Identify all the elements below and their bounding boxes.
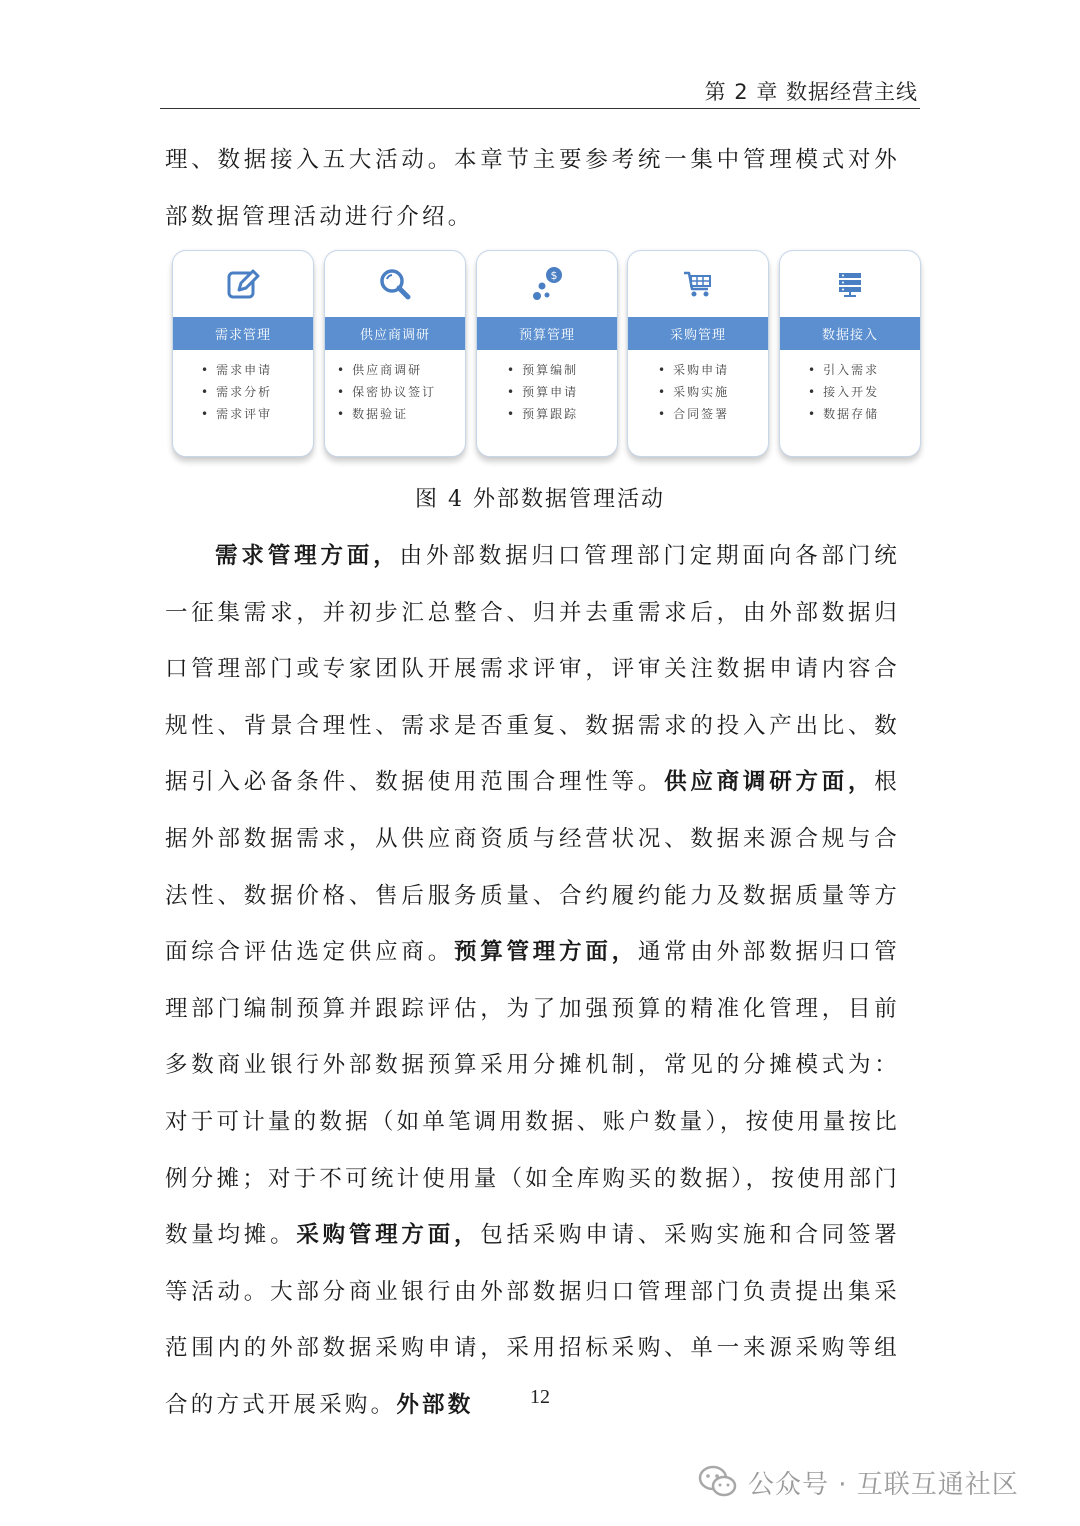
card-item-list [780, 359, 921, 425]
card-item-list [628, 359, 769, 425]
card-title: 采购管理 [628, 317, 768, 350]
section-lead-procurement: 采购管理方面， [296, 1222, 481, 1249]
activity-card-demand [172, 250, 314, 457]
card-item: • 引入需求 [808, 359, 921, 381]
card-title: 需求管理 [173, 317, 313, 350]
card-item: • 数据验证 [337, 403, 466, 425]
edit-icon [225, 266, 261, 302]
cart-icon [681, 267, 715, 301]
card-item: • 需求申请 [201, 359, 314, 381]
card-item: • 预算申请 [507, 381, 618, 403]
card-item: • 采购实施 [658, 381, 769, 403]
header-divider [160, 108, 920, 109]
section-lead-data-access: 外部数 [396, 1391, 474, 1418]
activity-card-supplier [324, 250, 466, 457]
card-title: 供应商调研 [325, 317, 465, 350]
section-text-procurement: 包括采购申请、采购实施和合同签署等活动。大部分商业银行由外部数据归口管理部门负责提出集采范围内的外部数据采购申请，采用招标采购、单一来源采购等组合的方式开展采购。 [165, 1222, 900, 1418]
wechat-watermark [698, 1462, 1019, 1502]
card-title: 数据接入 [780, 317, 920, 350]
section-text-demand: 由外部数据归口管理部门定期面向各部门统一征集需求，并初步汇总整合、归并去重需求后，由外部数据归口管理部门或专家团队开展需求评审，评审关注数据申请内容合规性、背景合理性、需求是否重复、数据需求的投入产出比、数据引入必备条件、数据使用范围合理性等。 [165, 543, 900, 796]
search-icon [377, 266, 413, 302]
figure-caption: 图 4 外部数据管理活动 [415, 487, 665, 512]
chapter-header: 第 2 章 数据经营主线 [704, 80, 918, 104]
card-item-list [477, 359, 618, 425]
card-item: • 采购申请 [658, 359, 769, 381]
activity-card-budget [476, 250, 618, 457]
section-lead-budget: 预算管理方面， [453, 939, 638, 966]
intro-paragraph: 理、数据接入五大活动。本章节主要参考统一集中管理模式对外部数据管理活动进行介绍。 [165, 147, 900, 230]
card-item: • 合同签署 [658, 403, 769, 425]
card-item: • 供应商调研 [337, 359, 466, 381]
card-item: • 接入开发 [808, 381, 921, 403]
card-item: • 需求分析 [201, 381, 314, 403]
card-item: • 需求评审 [201, 403, 314, 425]
card-item-list [325, 359, 466, 425]
wechat-icon [698, 1465, 738, 1499]
watermark-text: 公众号 · 互联互通社区 [748, 1469, 1019, 1500]
card-item: • 数据存储 [808, 403, 921, 425]
activity-card-data-access [779, 250, 921, 457]
section-lead-supplier: 供应商调研方面， [664, 769, 875, 796]
section-text-budget: 通常由外部数据归口管理部门编制预算并跟踪评估，为了加强预算的精准化管理，目前多数商业银行外部数据预算采用分摊机制，常见的分摊模式为：对于可计量的数据（如单笔调用数据、账户数量），按使用量按比例分摊；对于不可统计使用量（如全库购买的数据），按使用部门数量均摊。 [165, 939, 900, 1249]
card-item: • 保密协议签订 [337, 381, 466, 403]
coins-icon [529, 266, 565, 302]
body-paragraph [165, 528, 900, 1434]
card-title: 预算管理 [477, 317, 617, 350]
page-number: 12 [530, 1386, 550, 1408]
section-text-supplier: 根据外部数据需求，从供应商资质与经营状况、数据来源合规与合法性、数据价格、售后服务质量、合约履约能力及数据质量等方面综合评估选定供应商。 [165, 769, 900, 966]
figure-external-data-activities [172, 250, 922, 460]
server-icon [835, 269, 865, 299]
card-item-list [173, 359, 314, 425]
svg-text:$: $ [550, 269, 558, 282]
activity-card-procurement [627, 250, 769, 457]
card-item: • 预算跟踪 [507, 403, 618, 425]
card-item: • 预算编制 [507, 359, 618, 381]
section-lead-demand: 需求管理方面， [215, 543, 400, 569]
